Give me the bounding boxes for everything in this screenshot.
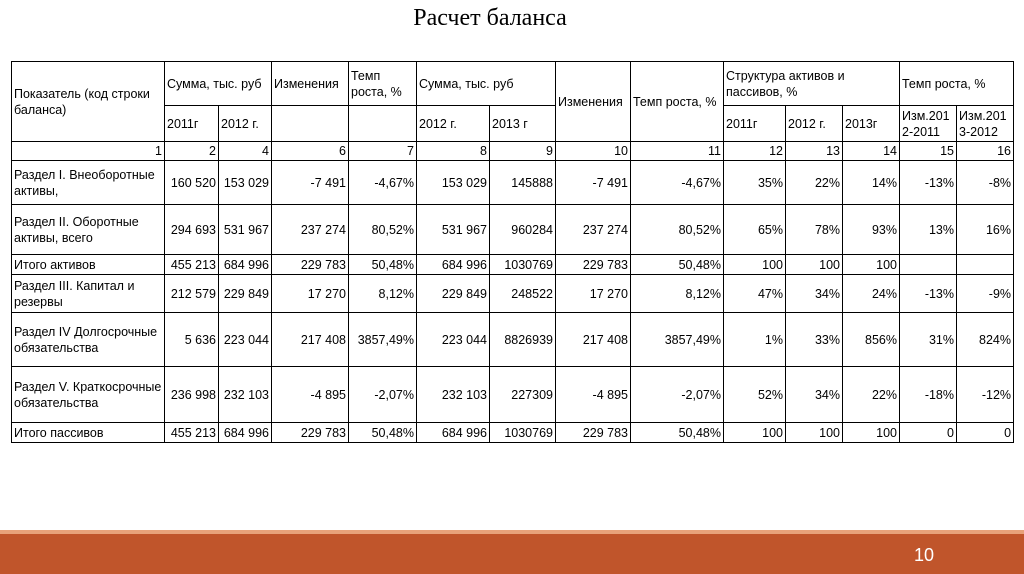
table-cell: 0 [900,423,957,443]
table-cell: 531 967 [219,205,272,255]
header-row-1 [12,62,1014,106]
table-cell: 14% [843,161,900,205]
table-cell: -4 895 [556,367,631,423]
header-changes-2: Изменения [556,62,631,142]
column-number-row [12,142,1014,161]
row-label: Раздел IV Долгосрочные обязательства [12,313,165,367]
table-cell: 78% [786,205,843,255]
table-cell: 248522 [490,275,556,313]
table-row [12,367,1014,423]
table-cell: 232 103 [219,367,272,423]
header-growth-3: Темп роста, % [900,62,1014,106]
table-cell: 237 274 [272,205,349,255]
table-cell: 237 274 [556,205,631,255]
header-change-2013-2012: Изм.2013-2012 [957,106,1014,142]
table-cell: 100 [843,423,900,443]
table-cell: 80,52% [631,205,724,255]
header-changes-1: Изменения [272,62,349,106]
table-row [12,161,1014,205]
table-cell: 1% [724,313,786,367]
table-cell: 0 [957,423,1014,443]
table-cell: 1030769 [490,255,556,275]
header-struct-2012: 2012 г. [786,106,843,142]
table-row [12,255,1014,275]
table-cell: 13% [900,205,957,255]
table-cell: 236 998 [165,367,219,423]
table-cell: 100 [843,255,900,275]
table-cell: 229 783 [272,255,349,275]
header-year-2011: 2011г [165,106,219,142]
table-cell: 47% [724,275,786,313]
footer-bar [0,534,1024,574]
row-label: Раздел II. Оборотные активы, всего [12,205,165,255]
table-cell: 223 044 [219,313,272,367]
table-cell: 35% [724,161,786,205]
table-cell: -8% [957,161,1014,205]
table-cell: 8,12% [349,275,417,313]
table-cell: 16% [957,205,1014,255]
col-num: 2 [165,142,219,161]
header-struct-2011: 2011г [724,106,786,142]
table-cell: -13% [900,275,957,313]
table-cell: 80,52% [349,205,417,255]
table-cell: 684 996 [219,423,272,443]
table-cell: 100 [786,255,843,275]
table-cell [900,255,957,275]
col-num: 7 [349,142,417,161]
table-cell: -2,07% [349,367,417,423]
col-num: 8 [417,142,490,161]
header-empty-1 [272,106,349,142]
table-cell: 50,48% [349,423,417,443]
header-change-2012-2011: Изм.2012-2011 [900,106,957,142]
table-cell: 65% [724,205,786,255]
table-cell: 229 783 [272,423,349,443]
table-cell: 229 849 [417,275,490,313]
col-num: 11 [631,142,724,161]
table-cell: -7 491 [272,161,349,205]
col-num: 13 [786,142,843,161]
row-label: Итого активов [12,255,165,275]
table-cell: 8,12% [631,275,724,313]
table-cell: 100 [724,423,786,443]
table-cell: 160 520 [165,161,219,205]
table-cell: 50,48% [631,423,724,443]
header-year-2012: 2012 г. [219,106,272,142]
page-number: 10 [913,545,934,565]
table-row [12,313,1014,367]
table-cell: 684 996 [417,423,490,443]
header-indicator: Показатель (код строки баланса) [12,62,165,142]
table-cell: 217 408 [556,313,631,367]
col-num: 14 [843,142,900,161]
table-cell: 34% [786,275,843,313]
table-cell: 5 636 [165,313,219,367]
table-cell: 3857,49% [349,313,417,367]
table-cell: 8826939 [490,313,556,367]
row-label: Итого пассивов [12,423,165,443]
table-cell: 50,48% [631,255,724,275]
table-cell: 34% [786,367,843,423]
table-row [12,275,1014,313]
col-num: 16 [957,142,1014,161]
col-num: 1 [12,142,165,161]
col-num: 9 [490,142,556,161]
table-cell: 17 270 [272,275,349,313]
table-cell: -7 491 [556,161,631,205]
table-cell: 22% [843,367,900,423]
table-cell: 960284 [490,205,556,255]
balance-table [11,61,1014,443]
page-title: Расчет баланса [413,5,567,31]
header-sum-1: Сумма, тыс. руб [165,62,272,106]
table-cell: 232 103 [417,367,490,423]
table-cell: 229 783 [556,423,631,443]
table-cell: 52% [724,367,786,423]
table-cell: 455 213 [165,423,219,443]
table-cell: 145888 [490,161,556,205]
table-cell: 455 213 [165,255,219,275]
header-structure: Структура активов и пассивов, % [724,62,900,106]
header-growth-1: Темп роста, % [349,62,417,106]
table-cell: 22% [786,161,843,205]
table-cell: 856% [843,313,900,367]
table-cell: -4,67% [631,161,724,205]
table-cell: 229 849 [219,275,272,313]
table-cell [957,255,1014,275]
table-cell: -4 895 [272,367,349,423]
row-label: Раздел III. Капитал и резервы [12,275,165,313]
table-cell: 33% [786,313,843,367]
table-cell: 684 996 [417,255,490,275]
header-empty-2 [349,106,417,142]
table-row [12,205,1014,255]
table-cell: 3857,49% [631,313,724,367]
table-cell: -12% [957,367,1014,423]
table-cell: 223 044 [417,313,490,367]
table-cell: 93% [843,205,900,255]
header-growth-2: Темп роста, % [631,62,724,142]
header-struct-2013: 2013г [843,106,900,142]
col-num: 6 [272,142,349,161]
table-cell: -18% [900,367,957,423]
col-num: 15 [900,142,957,161]
row-label: Раздел I. Внеоборотные активы, [12,161,165,205]
table-cell: 294 693 [165,205,219,255]
table-cell: -13% [900,161,957,205]
table-cell: 531 967 [417,205,490,255]
table-cell: -2,07% [631,367,724,423]
table-cell: 50,48% [349,255,417,275]
table-cell: 100 [786,423,843,443]
table-cell: 212 579 [165,275,219,313]
table-cell: 153 029 [417,161,490,205]
table-cell: 227309 [490,367,556,423]
table-cell: 229 783 [556,255,631,275]
table-cell: 824% [957,313,1014,367]
col-num: 12 [724,142,786,161]
header-year-2013: 2013 г [490,106,556,142]
table-cell: 17 270 [556,275,631,313]
col-num: 10 [556,142,631,161]
table-cell: 100 [724,255,786,275]
table-cell: 31% [900,313,957,367]
table-cell: -9% [957,275,1014,313]
table-cell: 24% [843,275,900,313]
table-cell: 1030769 [490,423,556,443]
header-year-2012b: 2012 г. [417,106,490,142]
col-num: 4 [219,142,272,161]
header-sum-2: Сумма, тыс. руб [417,62,556,106]
row-label: Раздел V. Краткосрочные обязательства [12,367,165,423]
table-cell: 153 029 [219,161,272,205]
table-cell: 684 996 [219,255,272,275]
table-cell: -4,67% [349,161,417,205]
table-row [12,423,1014,443]
table-cell: 217 408 [272,313,349,367]
